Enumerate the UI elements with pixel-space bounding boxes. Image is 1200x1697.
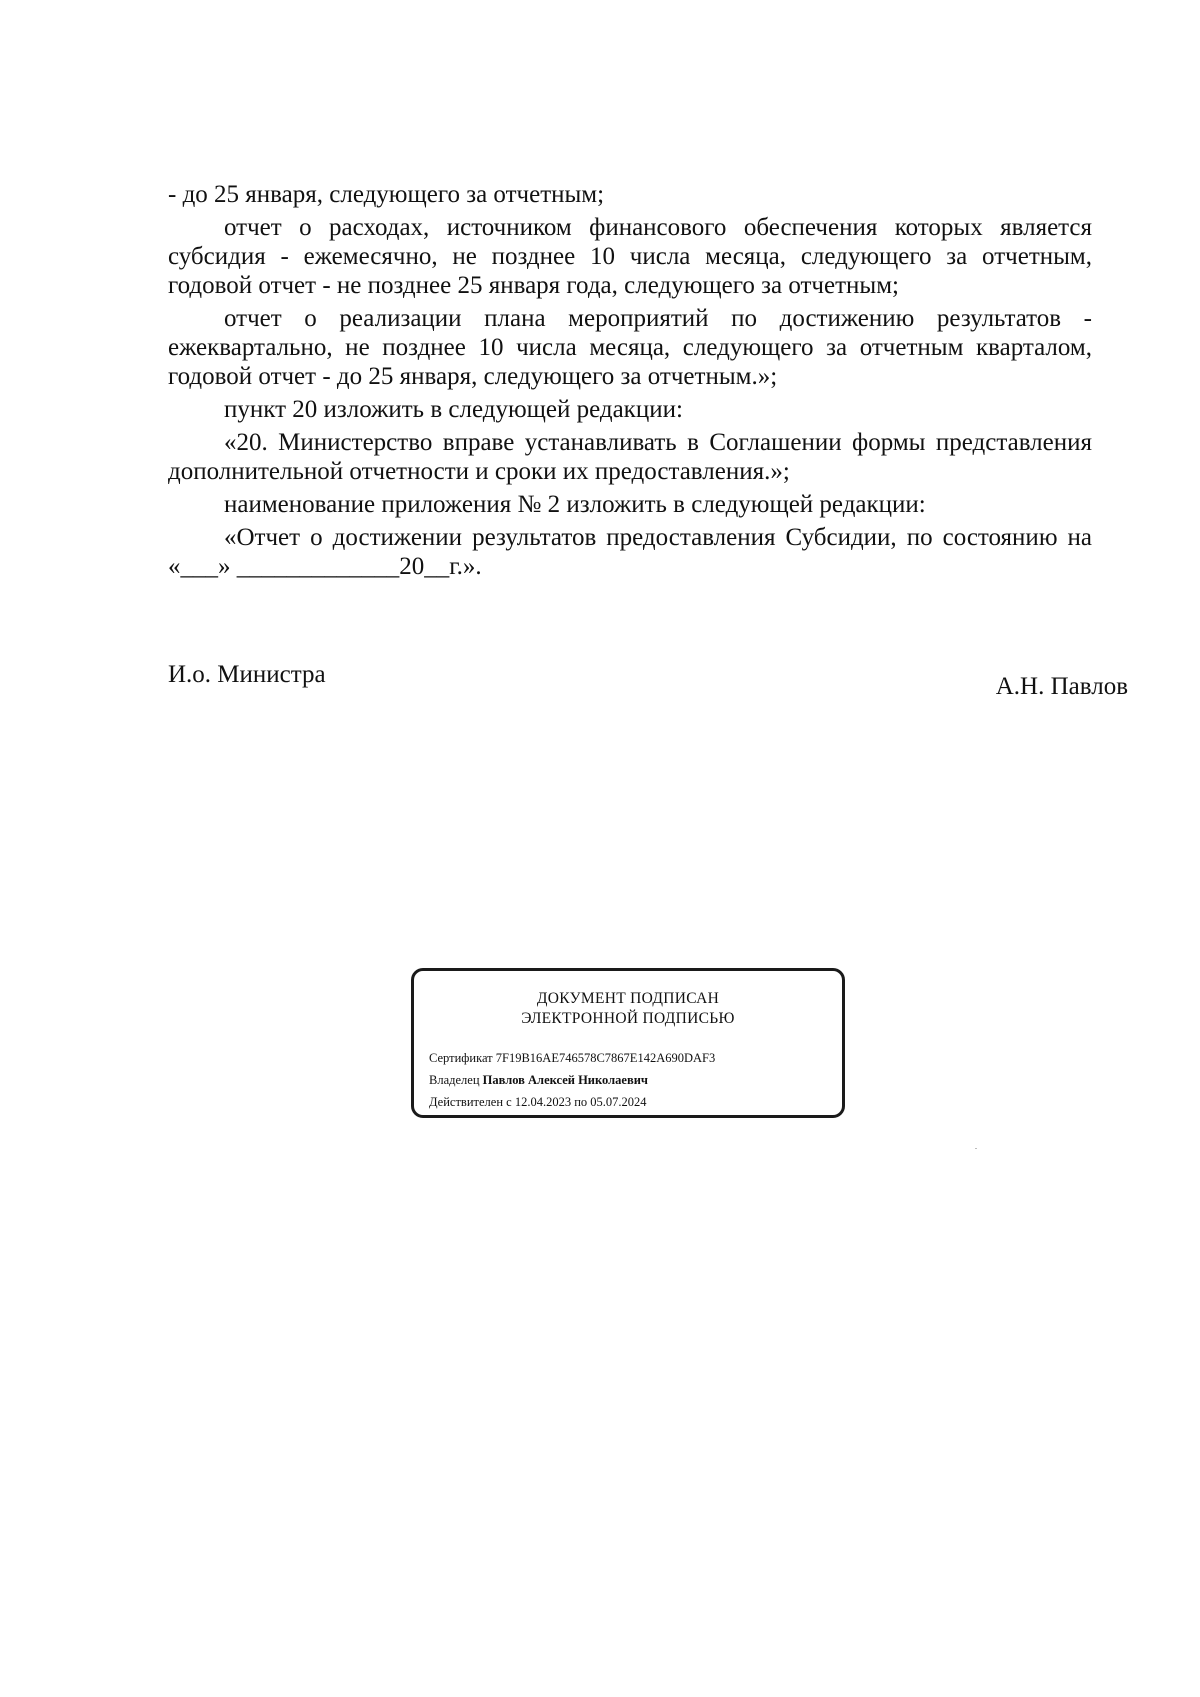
signatory-name: А.Н. Павлов <box>995 673 1128 700</box>
valid-label: Действителен с <box>429 1095 512 1109</box>
stamp-heading-line: ДОКУМЕНТ ПОДПИСАН <box>536 990 720 1007</box>
stamp-heading <box>414 989 842 1029</box>
stamp-heading-line: ЭЛЕКТРОННОЙ ПОДПИСЬЮ <box>521 1010 735 1027</box>
valid-from: 12.04.2023 <box>514 1095 572 1109</box>
valid-to-label: по <box>574 1095 588 1109</box>
paragraph-expense-report: отчет о расходах, источником финансового обеспечения которых является субсидия - ежемесячно, не позднее 10 числа месяца, следующего за отчетным, годовой отчет - не позднее 25 января года, следующего за отчетным; <box>168 214 1092 299</box>
certificate-label: Сертификат <box>429 1051 493 1065</box>
signatory-title: И.о. Министра <box>168 661 326 688</box>
paragraph-deadline-annual: - до 25 января, следующего за отчетным; <box>168 181 605 208</box>
stamp-owner-line <box>429 1069 715 1091</box>
paragraph-appendix-intro: наименование приложения № 2 изложить в следующей редакции: <box>224 491 926 518</box>
scan-speck <box>975 1148 977 1149</box>
document-body <box>168 180 1092 581</box>
valid-to: 05.07.2024 <box>590 1095 647 1109</box>
stamp-certificate-line <box>429 1047 715 1069</box>
stamp-details <box>429 1047 715 1113</box>
paragraph-clause-20-intro: пункт 20 изложить в следующей редакции: <box>224 396 683 423</box>
owner-value: Павлов Алексей Николаевич <box>482 1073 648 1087</box>
paragraph-clause-20-text: «20. Министерство вправе устанавливать в Соглашении формы представления дополнительной отчетности и сроки их предоставления.»; <box>168 429 1092 485</box>
paragraph-appendix-title: «Отчет о достижении результатов предоставления Субсидии, по состоянию на «___» _____________20__г.». <box>168 524 1092 580</box>
owner-label: Владелец <box>429 1073 480 1087</box>
electronic-signature-stamp <box>411 968 845 1118</box>
certificate-value: 7F19B16AE746578C7867E142A690DAF3 <box>495 1051 716 1065</box>
stamp-validity-line <box>429 1091 715 1113</box>
paragraph-plan-report: отчет о реализации плана мероприятий по достижению результатов - ежеквартально, не позднее 10 числа месяца, следующего за отчетным кварталом, годовой отчет - до 25 января, следующего за отчетным.»; <box>168 305 1092 390</box>
